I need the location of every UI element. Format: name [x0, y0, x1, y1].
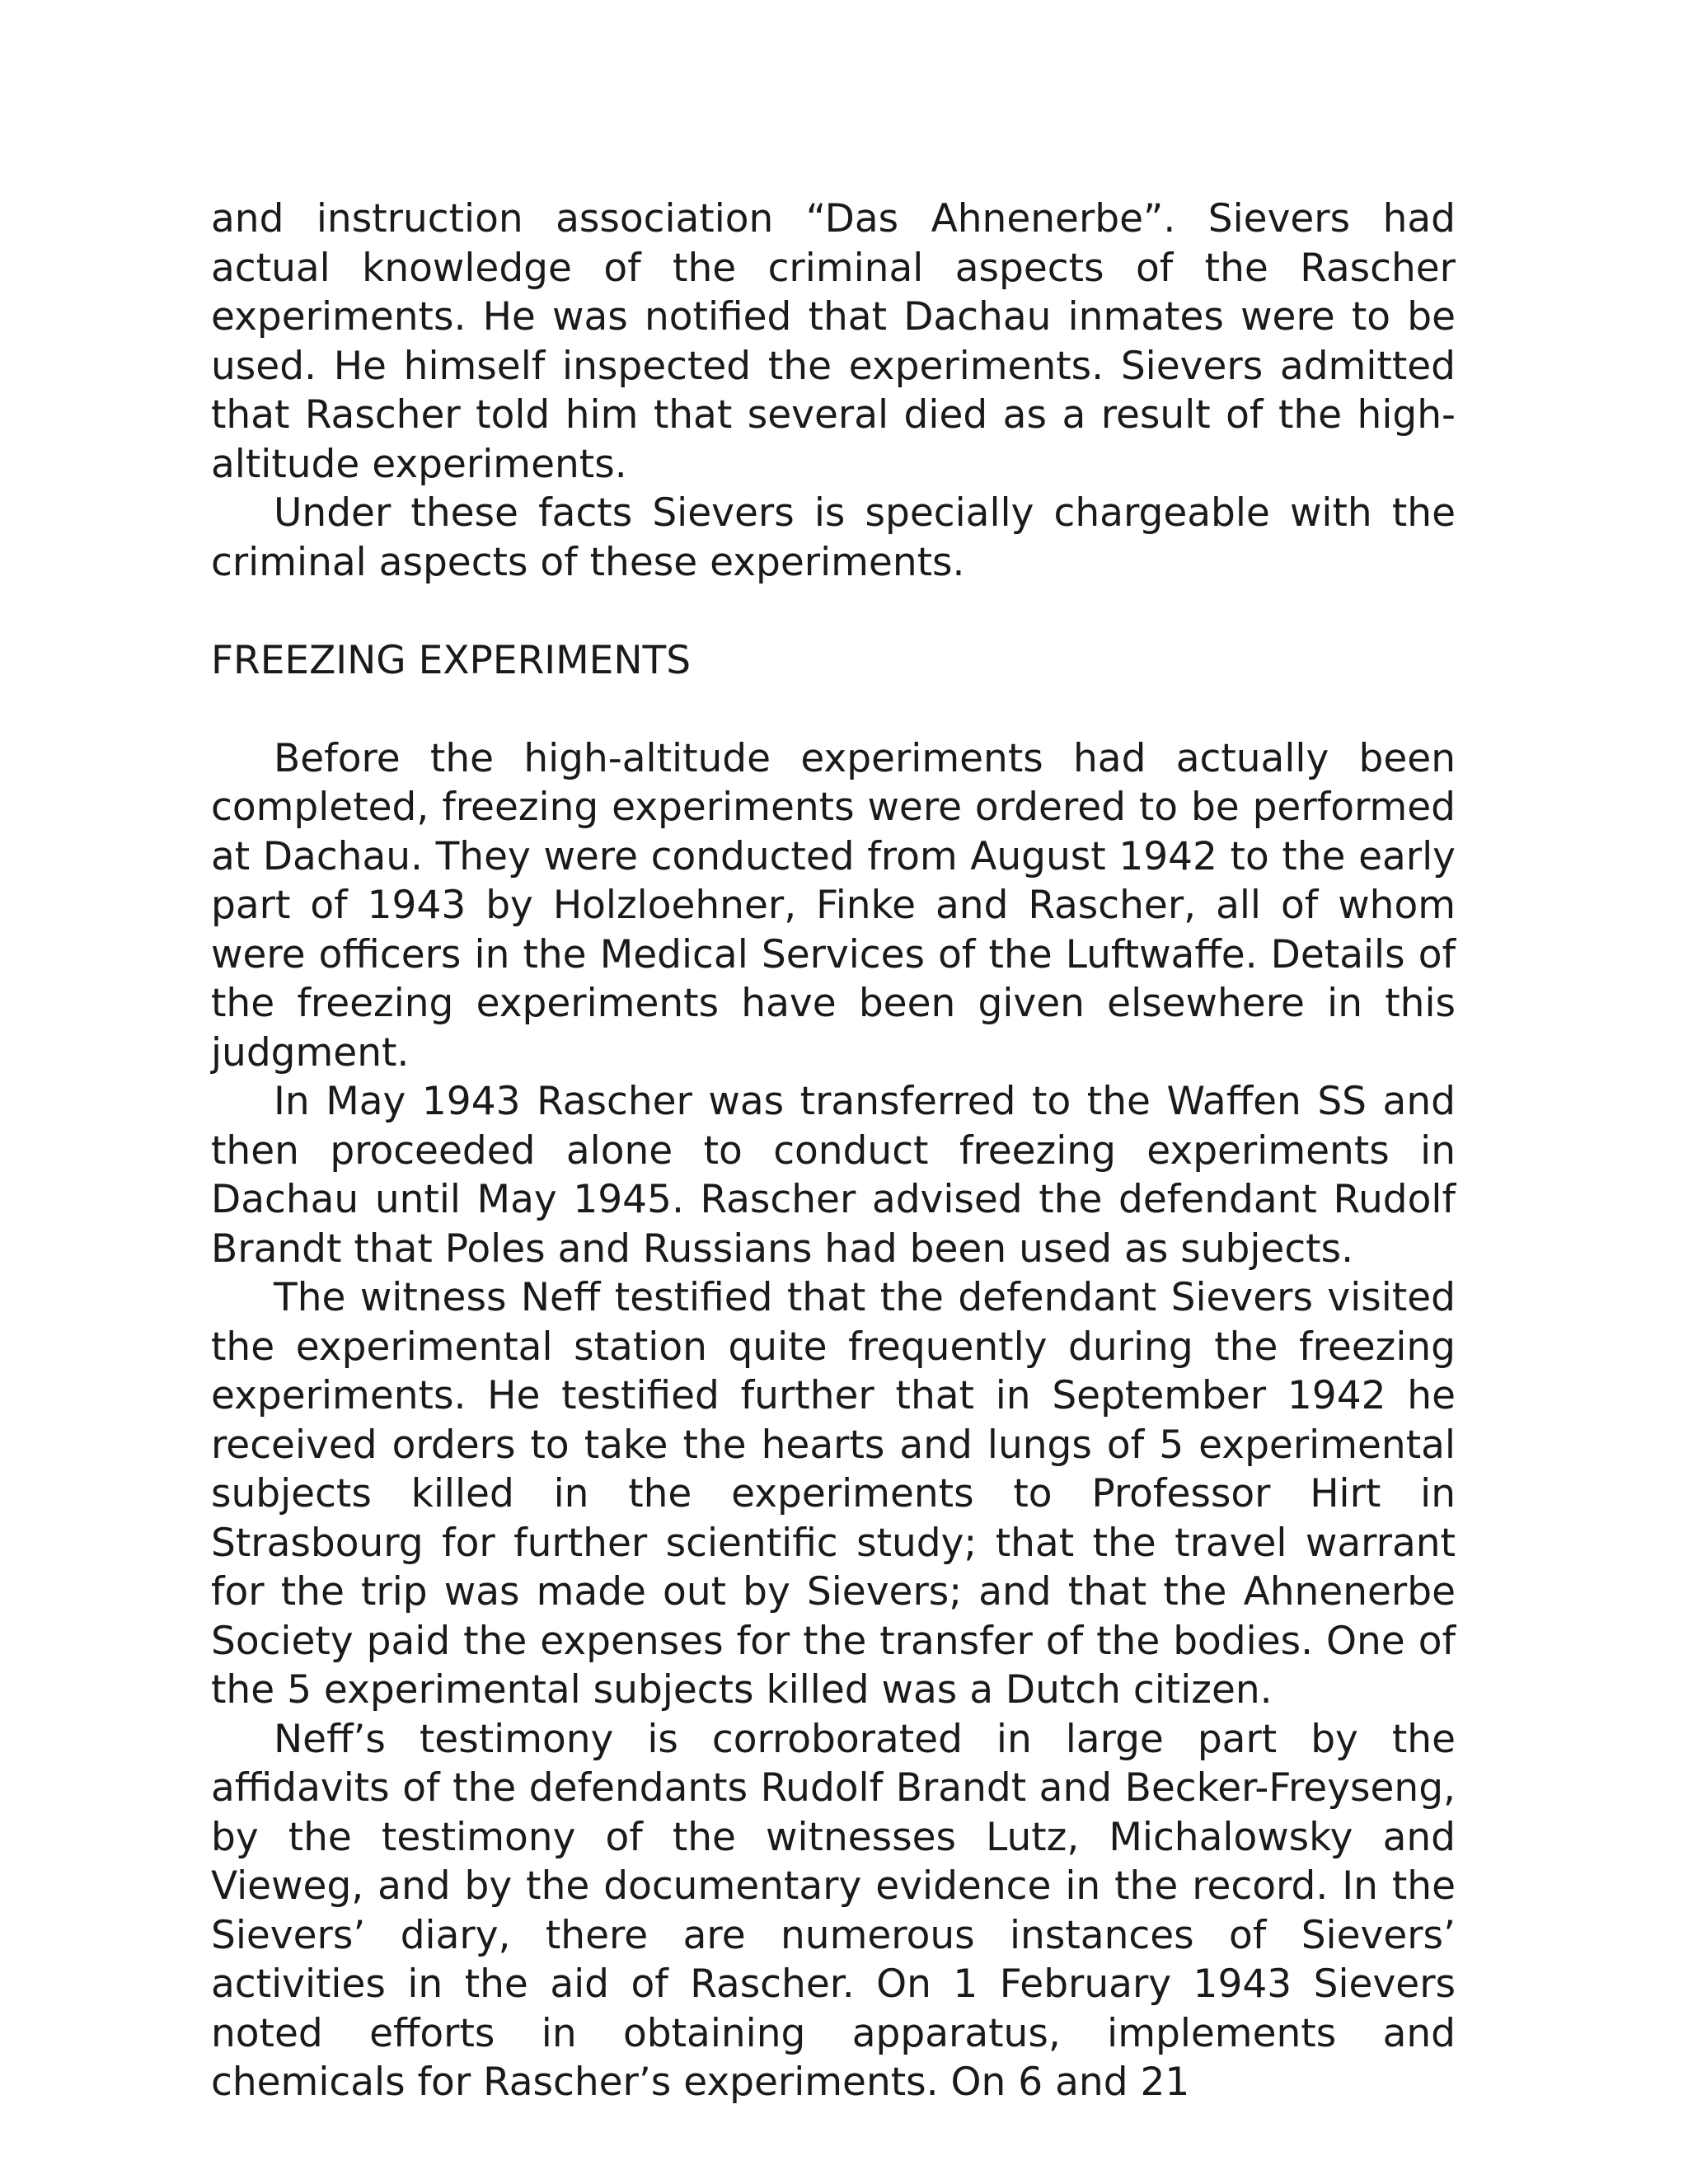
paragraph-rascher-transfer: In May 1943 Rascher was transferred to the Waffen SS and then proceeded alone to conduct freezing experiments in Dachau until May 1945. Rascher advised the defendant Rudolf Brandt that Poles and Russians had been used as subjects.: [211, 1079, 1456, 1272]
document-page: [211, 194, 1456, 2107]
paragraph-neff-testimony: The witness Neff testified that the defendant Sievers visited the experimental station quite frequently during the freezing experiments. He testified further that in September 1942 he received orders to take the hearts and lungs of 5 experimental subjects killed in the experiments to Professor Hirt in Strasbourg for further scientific study; that the travel warrant for the trip was made out by Sievers; and that the Ahnenerbe Society paid the expenses for the transfer of the bodies. One of the 5 experimental subjects killed was a Dutch citizen.: [211, 1275, 1456, 1713]
paragraph-corroboration: Neff’s testimony is corroborated in large part by the affidavits of the defendants Rudolf Brandt and Becker-Freyseng, by the testimony of the witnesses Lutz, Michalowsky and Vieweg, and by the documentary evidence in the record. In the Sievers’ diary, there are numerous instances of Sievers’ activities in the aid of Rascher. On 1 February 1943 Sievers noted efforts in obtaining apparatus, implements and chemicals for Rascher’s experiments. On 6 and 21: [211, 1716, 1456, 2105]
paragraph-chargeable: Under these facts Sievers is specially chargeable with the criminal aspects of these experiments.: [211, 490, 1456, 585]
paragraph-freezing-intro: Before the high-altitude experiments had actually been completed, freezing experiments were ordered to be performed at Dachau. They were conducted from August 1942 to the early part of 1943 by Holzloehner, Finke and Rascher, all of whom were officers in the Medical Services of the Luftwaffe. Details of the freezing experiments have been given elsewhere in this judgment.: [211, 735, 1456, 1076]
paragraph-continuation: and instruction association “Das Ahnenerbe”. Sievers had actual knowledge of the criminal aspects of the Rascher experiments. He was notified that Dachau inmates were to be used. He himself inspected the experiments. Sievers admitted that Rascher told him that several died as a result of the high-altitude experiments.: [211, 196, 1456, 487]
section-heading: FREEZING EXPERIMENTS: [211, 637, 692, 683]
